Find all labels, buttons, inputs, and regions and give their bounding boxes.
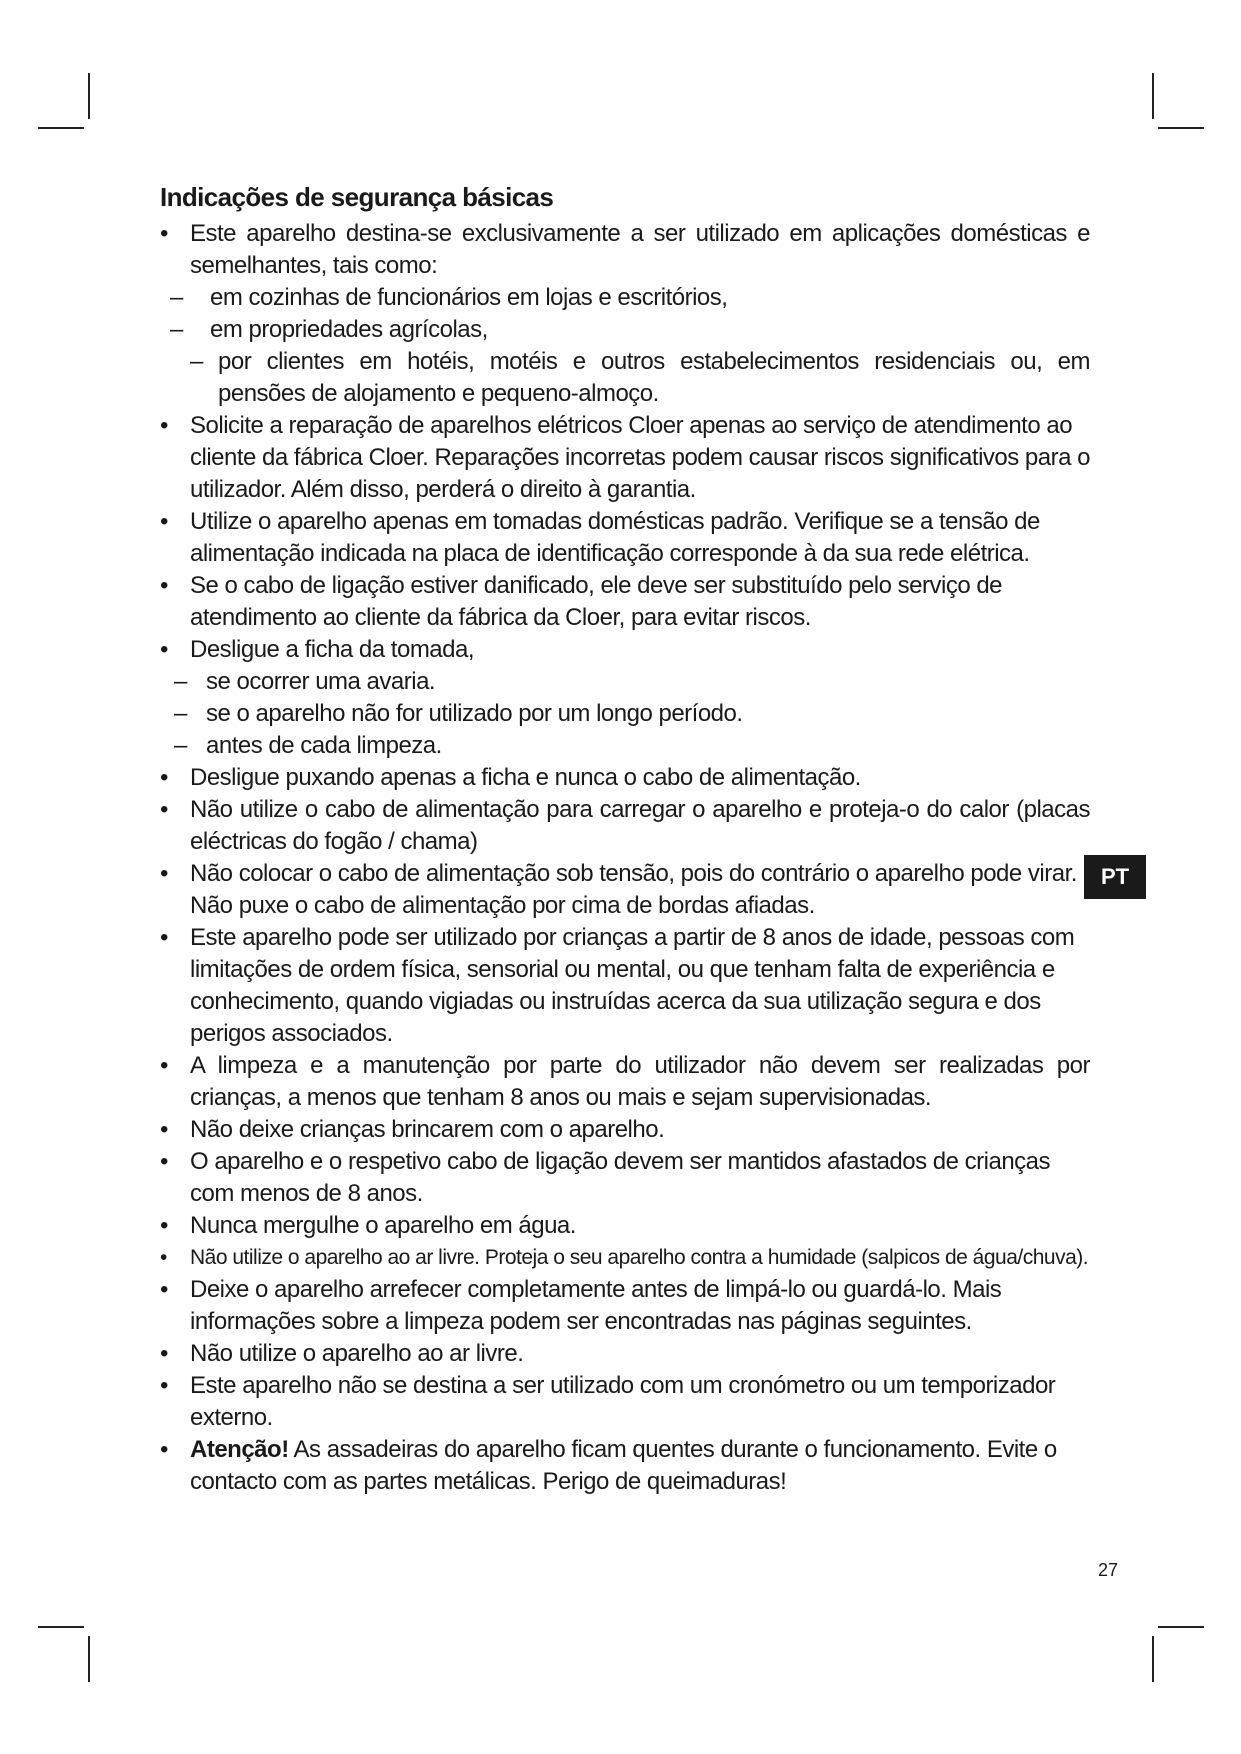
list-item: • Não colocar o cabo de alimentação sob tensão, pois do contrário o aparelho pode virar. Não puxe o cabo de alimentação por cima de bordas afiadas.	[160, 858, 1090, 922]
warning-item	[160, 1434, 1090, 1498]
crop-mark	[88, 1636, 90, 1682]
page-number: 27	[1098, 1560, 1119, 1580]
safety-section	[160, 180, 1090, 1498]
list-item: • Deixe o aparelho arrefecer completamente antes de limpá-lo ou guardá-lo. Mais informações sobre a limpeza podem ser encontradas nas páginas seguintes.	[160, 1274, 1090, 1338]
list-item: – se ocorrer uma avaria.	[160, 666, 1090, 698]
list-item: • Utilize o aparelho apenas em tomadas domésticas padrão. Verifique se a tensão de alimentação indicada na placa de identificação corresponde à da sua rede elétrica.	[160, 506, 1090, 570]
list-item: • Solicite a reparação de aparelhos elétricos Cloer apenas ao serviço de atendimento ao cliente da fábrica Cloer. Reparações incorretas podem causar riscos significativos para o utilizador. Além disso, perderá o direito à garantia.	[160, 410, 1090, 506]
list-item: • A limpeza e a manutenção por parte do utilizador não devem ser realizadas por crianças, a menos que tenham 8 anos ou mais e sejam supervisionadas.	[160, 1050, 1090, 1114]
list-item: • Desligue a ficha da tomada,	[160, 634, 1090, 666]
list-item: • Este aparelho pode ser utilizado por crianças a partir de 8 anos de idade, pessoas com limitações de ordem física, sensorial ou mental, ou que tenham falta de experiência e conhecimento, quando vigiadas ou instruídas acerca da sua utilização segura e dos perigos associados.	[160, 922, 1090, 1050]
list-item: • O aparelho e o respetivo cabo de ligação devem ser mantidos afastados de crianças com menos de 8 anos.	[160, 1146, 1090, 1210]
crop-mark	[1152, 1636, 1154, 1682]
list-item: • Nunca mergulhe o aparelho em água.	[160, 1210, 1090, 1242]
language-tab: PT	[1084, 855, 1146, 899]
list-item: – em propriedades agrícolas,	[160, 314, 1090, 346]
list-item: – por clientes em hotéis, motéis e outros estabelecimentos residenciais ou, em pensões de alojamento e pequeno-almoço.	[160, 346, 1090, 410]
list-item: • Não deixe crianças brincarem com o aparelho.	[160, 1114, 1090, 1146]
list-item: • Não utilize o aparelho ao ar livre. Proteja o seu aparelho contra a humidade (salpicos de água/chuva).	[160, 1242, 1090, 1274]
crop-mark	[88, 73, 90, 119]
section-title: Indicações de segurança básicas	[160, 182, 554, 212]
safety-list	[160, 218, 1090, 1498]
list-item: • Não utilize o aparelho ao ar livre.	[160, 1338, 1090, 1370]
list-item: • Desligue puxando apenas a ficha e nunca o cabo de alimentação.	[160, 762, 1090, 794]
list-item: • Este aparelho não se destina a ser utilizado com um cronómetro ou um temporizador externo.	[160, 1370, 1090, 1434]
list-item: • Se o cabo de ligação estiver danificado, ele deve ser substituído pelo serviço de atendimento ao cliente da fábrica da Cloer, para evitar riscos.	[160, 570, 1090, 634]
list-item: • Não utilize o cabo de alimentação para carregar o aparelho e proteja-o do calor (placas eléctricas do fogão / chama)	[160, 794, 1090, 858]
list-item: • Este aparelho destina-se exclusivamente a ser utilizado em aplicações domésticas e semelhantes, tais como:	[160, 218, 1090, 282]
crop-mark	[38, 1626, 84, 1628]
crop-mark	[1158, 127, 1204, 129]
crop-mark	[38, 127, 84, 129]
crop-mark	[1152, 73, 1154, 119]
warning-text: As assadeiras do aparelho ficam quentes durante o funcionamento. Evite o contacto com as partes metálicas. Perigo de queimaduras!	[190, 1436, 1057, 1495]
crop-mark	[1158, 1626, 1204, 1628]
warning-label: Atenção!	[190, 1436, 289, 1463]
list-item: – em cozinhas de funcionários em lojas e escritórios,	[160, 282, 1090, 314]
list-item: – se o aparelho não for utilizado por um longo período.	[160, 698, 1090, 730]
list-item: – antes de cada limpeza.	[160, 730, 1090, 762]
